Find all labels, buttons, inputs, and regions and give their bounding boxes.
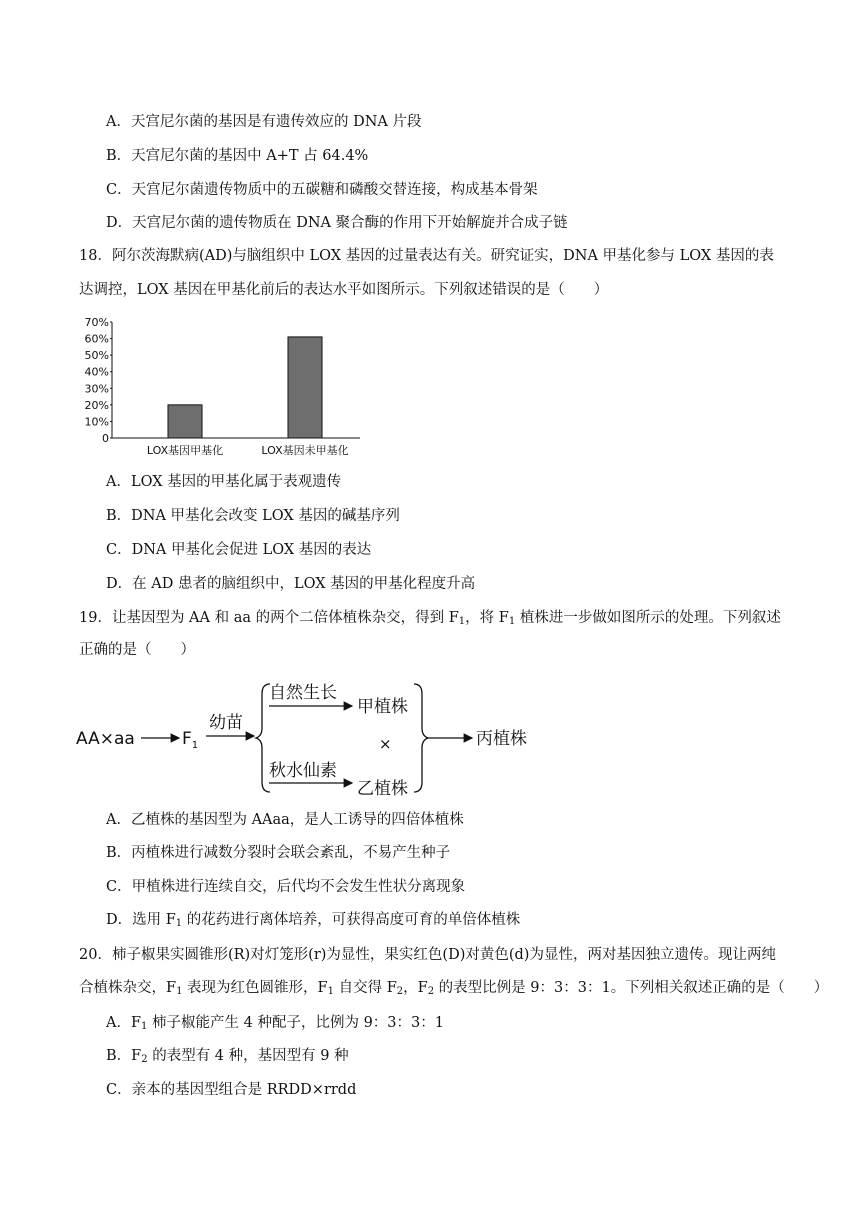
natural-growth-label: 自然生长 <box>269 683 337 703</box>
q18-stem-line2: 达调控，LOX 基因在甲基化前后的表达水平如图所示。下列叙述错误的是（ ） <box>79 282 609 298</box>
q19-option-a: A．乙植株的基因型为 AAaa，是人工诱导的四倍体植株 <box>106 812 464 828</box>
q18-option-b: B．DNA 甲基化会改变 LOX 基因的碱基序列 <box>106 508 400 524</box>
bar-1 <box>168 405 202 438</box>
q20-option-b: B．$F_2$ 的表型有 4 种，基因型有 9 种 <box>106 1048 349 1065</box>
y-tick-label: 70% <box>84 316 109 329</box>
q19-option-d: D．选用 $F_1$ 的花药进行离体培养，可获得高度可育的单倍体植株 <box>106 912 521 929</box>
colchicine-label: 秋水仙素 <box>269 761 337 781</box>
x-category-label: LOX基因未甲基化 <box>261 444 349 457</box>
q19-stem-line2: 正确的是（ ） <box>79 642 195 658</box>
y-tick-label: 20% <box>84 398 109 412</box>
q19-option-c: C．甲植株进行连续自交，后代均不会发生性状分离现象 <box>106 879 466 895</box>
plant-bing-label: 丙植株 <box>476 729 527 749</box>
x-category-label: LOX基因甲基化 <box>146 444 224 457</box>
bar-group <box>168 337 322 438</box>
q20-option-a: A．$F_1$ 柿子椒能产生 4 种配子，比例为 9：3：3：1 <box>106 1015 444 1032</box>
y-tick-label: 60% <box>84 332 109 346</box>
plant-yi-label: 乙植株 <box>357 779 408 799</box>
q18-option-d: D．在 AD 患者的脑组织中，LOX 基因的甲基化程度升高 <box>106 576 476 592</box>
q19-option-b: B．丙植株进行减数分裂时会联会紊乱，不易产生种子 <box>106 845 451 861</box>
q18-stem-line1: 18．阿尔茨海默病(AD)与脑组织中 LOX 基因的过量表达有关。研究证实，DNA 甲基化参与 LOX 基因的表 <box>79 248 774 264</box>
q19-stem-line1: 19．让基因型为 AA 和 aa 的两个二倍体植株杂交，得到 $F_1$，将 $F_1$ 植株进一步做如图所示的处理。下列叙述 <box>79 610 781 627</box>
y-tick-label: 0 <box>102 432 109 445</box>
cross-symbol: × <box>379 735 392 753</box>
plant-jia-label: 甲植株 <box>357 697 408 717</box>
y-tick-label: 10% <box>84 415 109 429</box>
q17-option-c: C．天宫尼尔菌遗传物质中的五碳糖和磷酸交替连接，构成基本骨架 <box>106 182 538 198</box>
y-tick-label: 30% <box>84 382 109 396</box>
q17-option-d: D．天宫尼尔菌的遗传物质在 DNA 聚合酶的作用下开始解旋并合成子链 <box>106 215 568 231</box>
q18-option-a: A．LOX 基因的甲基化属于表观遗传 <box>106 474 342 490</box>
cross-label: AA×aa <box>76 729 135 749</box>
q20-stem-line2: 合植株杂交，$F_1$ 表现为红色圆锥形，$F_1$ 自交得 $F_2$，$F_2$ 的表型比例是 9：3：3：1。下列相关叙述正确的是（ ） <box>79 980 829 997</box>
y-tick-label: 50% <box>84 349 109 363</box>
left-brace <box>256 684 270 792</box>
y-tick-group <box>85 316 112 445</box>
bar-2 <box>288 337 322 438</box>
q20-option-c: C．亲本的基因型组合是 RRDD×rrdd <box>106 1082 357 1098</box>
x-label-group <box>147 443 349 457</box>
f1-label: $F_1$ <box>182 729 199 751</box>
seedling-label: 幼苗 <box>209 713 243 733</box>
lox-expression-bar-chart <box>78 314 368 460</box>
q17-option-a: A．天宫尼尔菌的基因是有遗传效应的 DNA 片段 <box>106 114 422 130</box>
breeding-flow-diagram <box>76 676 546 800</box>
q18-option-c: C．DNA 甲基化会促进 LOX 基因的表达 <box>106 542 372 558</box>
q20-stem-line1: 20．柿子椒果实圆锥形(R)对灯笼形(r)为显性，果实红色(D)对黄色(d)为显性，两对基因独立遗传。现让两纯 <box>79 947 776 963</box>
right-brace <box>414 684 428 792</box>
q17-option-b: B．天宫尼尔菌的基因中 A+T 占 64.4% <box>106 148 369 164</box>
y-tick-label: 40% <box>84 365 109 379</box>
